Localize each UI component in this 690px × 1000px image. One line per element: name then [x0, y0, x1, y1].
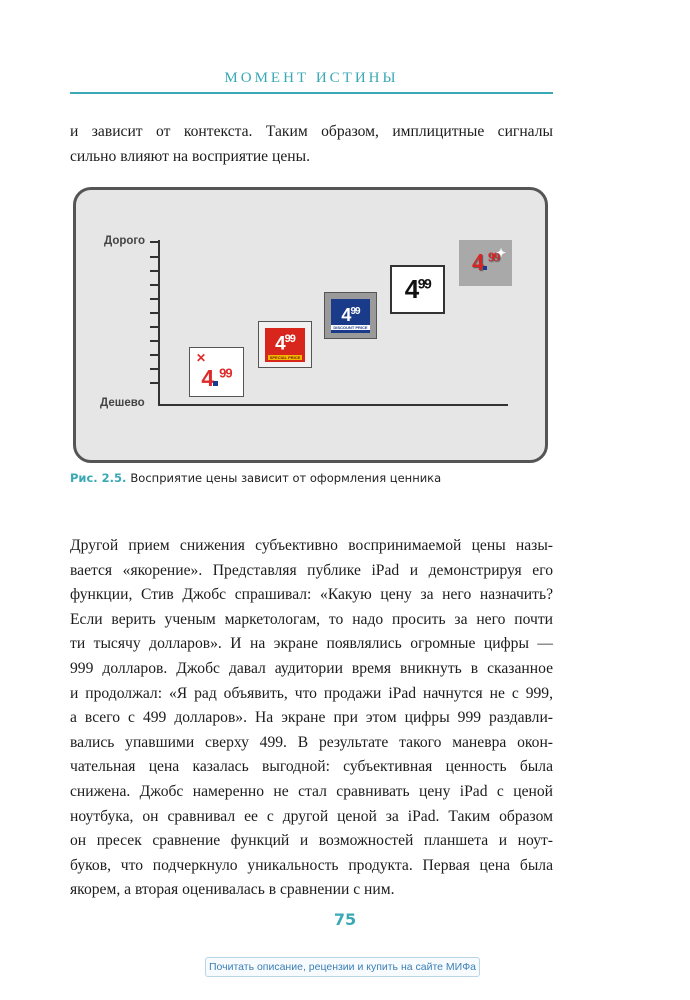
axis-tick	[150, 326, 160, 328]
text-line: Другой прием снижения субъективно воспринимаемой цены назы-	[70, 537, 553, 554]
axis-tick	[150, 270, 160, 272]
text-line: вались упавшими сверху 499. В результате такого маневра окон-	[70, 733, 553, 751]
price-tag-subtitle: DISCOUNT PRICE	[333, 324, 368, 330]
header-rule	[70, 92, 553, 94]
price-text: 4 $^{99}$	[472, 249, 499, 276]
figure-caption-text: Восприятие цены зависит от оформления ценника	[130, 471, 442, 485]
y-axis-bottom-label: Дешево	[100, 397, 145, 409]
sparkle-icon: ✦	[495, 246, 506, 260]
axis-tick	[150, 354, 160, 356]
text-line: и продолжал: «Я рад объявить, что продажи iPad начнутся не с 999,	[70, 684, 553, 702]
running-head: МОМЕНТ ИСТИНЫ	[224, 70, 399, 86]
decimal-dot-icon	[213, 381, 218, 386]
text-line: а всего с 499 долларов». На экране при этом цифры 999 раздавли-	[70, 709, 553, 727]
price-text: 4 $^{99}$	[201, 364, 232, 391]
price-text: $4^{99}$	[275, 333, 295, 355]
paragraph-intro	[70, 120, 553, 169]
figure-caption	[70, 471, 441, 485]
axis-tick	[150, 312, 160, 314]
figure-number: Рис. 2.5.	[70, 471, 127, 485]
page-number: 75	[333, 910, 357, 929]
text-line: Если верить ученым маркетологам, то надо просить за него почти	[70, 610, 553, 628]
text-line: буков, что подчеркнуло уникальность продукта. Первая цена была	[70, 856, 553, 874]
price-tag-bold	[390, 265, 445, 314]
crossed-price-icon: ✕	[196, 351, 207, 365]
text-line: ти тысячу долларов». И на экране появлялись огромные цифры —	[70, 635, 553, 653]
price-tag-special	[258, 321, 312, 368]
axis-tick	[150, 256, 160, 258]
axis-tick	[150, 382, 160, 384]
text-line: вается «якорение». Представляя публике iPad и демонстрируя его	[70, 561, 553, 579]
price-tag-premium	[459, 240, 512, 286]
text-line: он пресек сравнение функций и возможностей планшета и ноут-	[70, 832, 553, 850]
axis-tick	[150, 340, 160, 342]
axis-tick	[150, 241, 160, 243]
text-line: якорем, а вторая оценивалась в сравнении с ним.	[70, 881, 395, 899]
price-text: $4^{99}$	[341, 304, 360, 325]
price-tag-plain	[189, 347, 244, 397]
x-axis	[158, 404, 508, 406]
text-line: сильно влияют на восприятие цены.	[70, 147, 310, 165]
text-line: чательная цена казалась выгодной: субъективная ценность была	[70, 758, 553, 776]
axis-tick	[150, 284, 160, 286]
y-axis-top-label: Дорого	[104, 235, 146, 247]
mif-store-link[interactable]: Почитать описание, рецензии и купить на сайте МИФа	[205, 957, 480, 977]
text-line: снижена. Джобс намеренно не стал сравнивать цену iPad с ценой	[70, 782, 553, 800]
decimal-dot-icon	[483, 266, 487, 270]
axis-tick	[150, 298, 160, 300]
text-line: и зависит от контекста. Таким образом, имплицитные сигналы	[70, 123, 553, 140]
text-line: ноутбука, он сравнивал ее с другой ценой за iPad. Таким образом	[70, 807, 553, 825]
price-text: $4^{99}$	[404, 274, 431, 304]
text-line: функции, Стив Джобс спрашивал: «Какую цену за него назначить?	[70, 586, 553, 604]
axis-tick	[150, 368, 160, 370]
price-tag-discount	[324, 292, 377, 339]
paragraph-anchoring	[70, 534, 553, 903]
text-line: 999 долларов. Джобс давал аудитории время вникнуть в сказанное	[70, 659, 553, 677]
price-tag-subtitle: SPECIAL PRICE	[269, 354, 301, 360]
